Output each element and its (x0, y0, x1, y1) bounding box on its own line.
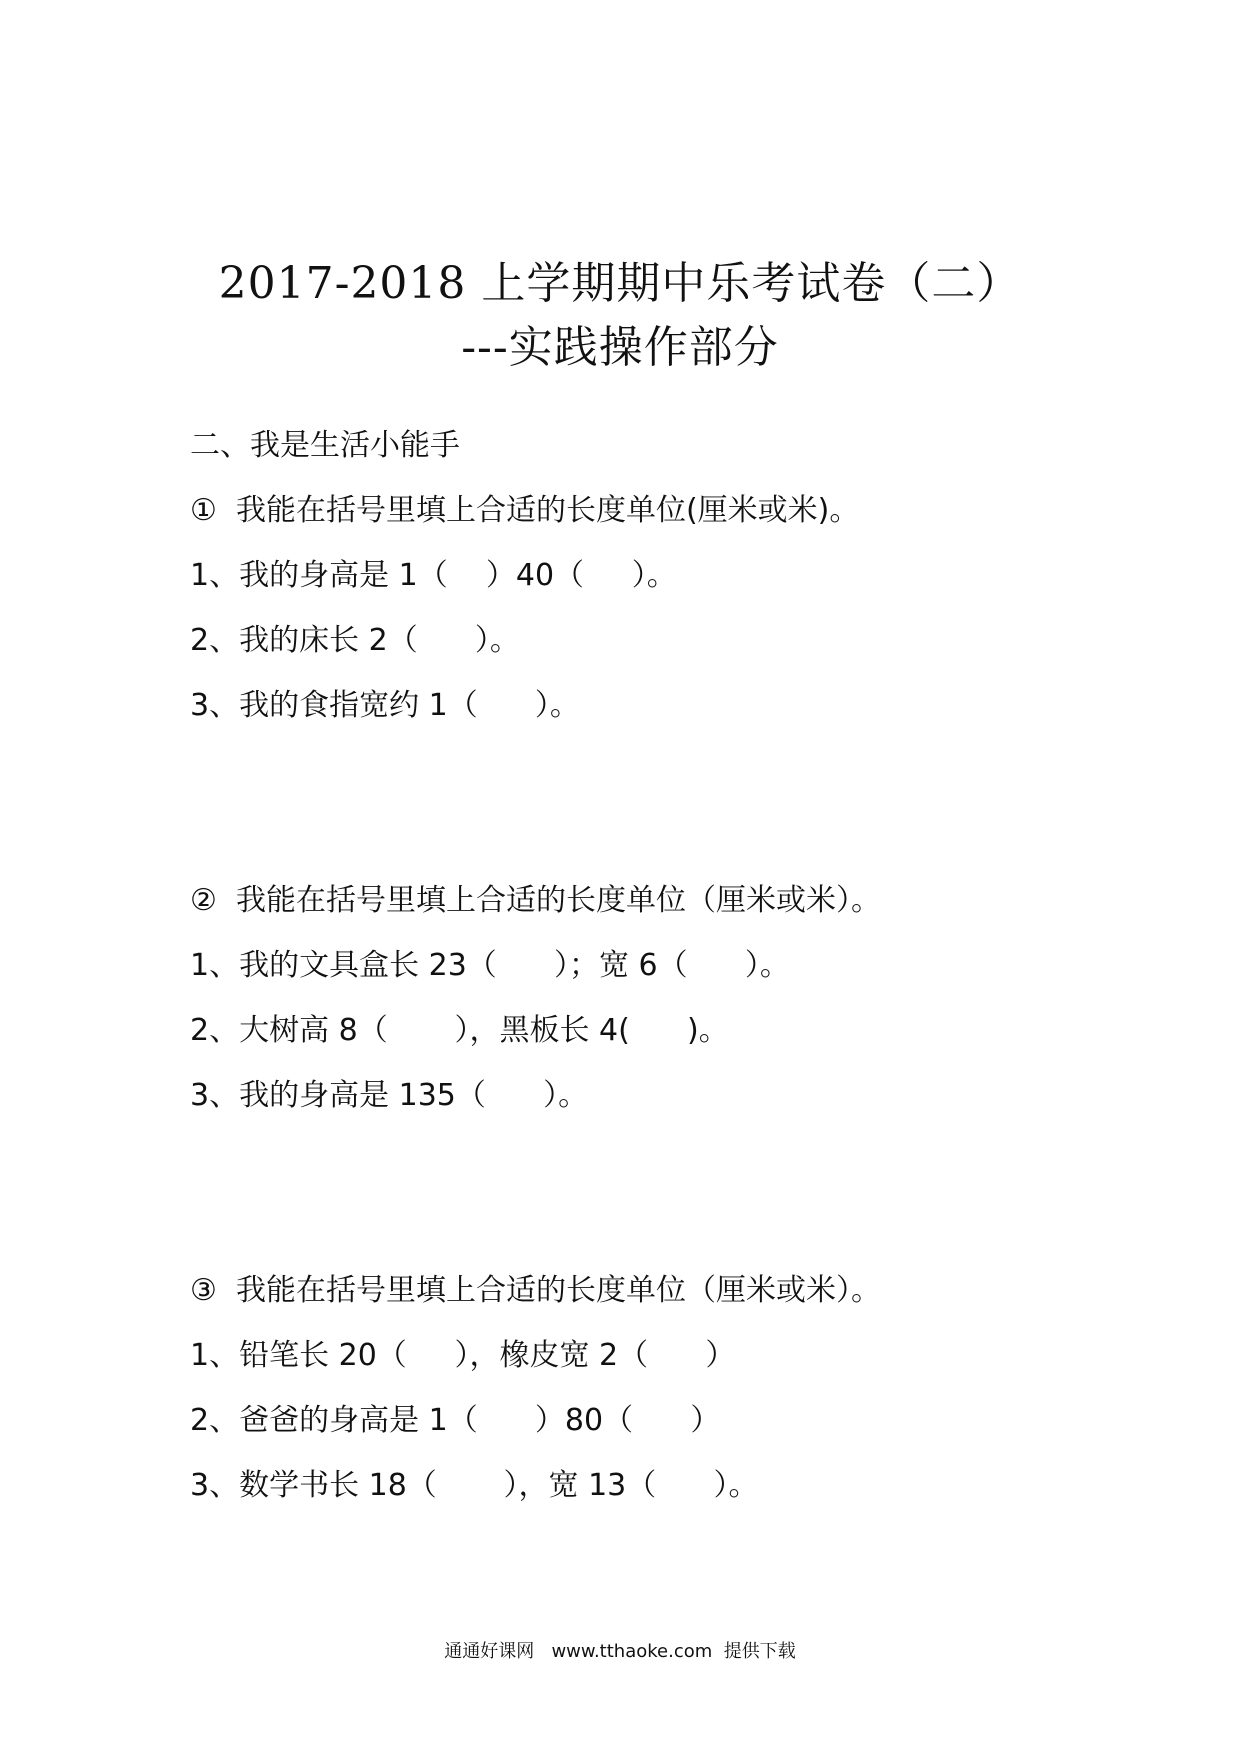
group-2-item-2: 2、大树高 8（ ），黑板长 4( )。 (190, 1013, 729, 1048)
group-1-item-3: 3、我的食指宽约 1（ ）。 (190, 688, 580, 723)
group-3-item-2: 2、爸爸的身高是 1（ ）80（ ） (190, 1403, 721, 1438)
group-2-heading: ② 我能在括号里填上合适的长度单位（厘米或米）。 (190, 883, 881, 918)
title-line-1: 2017-2018 上学期期中乐考试卷（二） (218, 258, 1022, 309)
group-2-item-3: 3、我的身高是 135（ ）。 (190, 1078, 589, 1113)
footer-source-note: 通通好课网 www.tthaoke.com 提供下载 (444, 1641, 796, 1662)
section-heading: 二、我是生活小能手 (190, 428, 460, 463)
group-3-item-3: 3、数学书长 18（ ），宽 13（ ）。 (190, 1468, 759, 1503)
group-2-item-1: 1、我的文具盒长 23（ ）；宽 6（ ）。 (190, 948, 790, 983)
title-line-2: ---实践操作部分 (461, 322, 779, 373)
group-1-item-1: 1、我的身高是 1（ ）40（ ）。 (190, 558, 677, 593)
group-3-item-1: 1、铅笔长 20（ ），橡皮宽 2（ ） (190, 1338, 736, 1373)
group-1-item-2: 2、我的床长 2（ ）。 (190, 623, 520, 658)
group-1-heading: ① 我能在括号里填上合适的长度单位(厘米或米)。 (190, 493, 860, 528)
group-3-heading: ③ 我能在括号里填上合适的长度单位（厘米或米）。 (190, 1273, 881, 1308)
